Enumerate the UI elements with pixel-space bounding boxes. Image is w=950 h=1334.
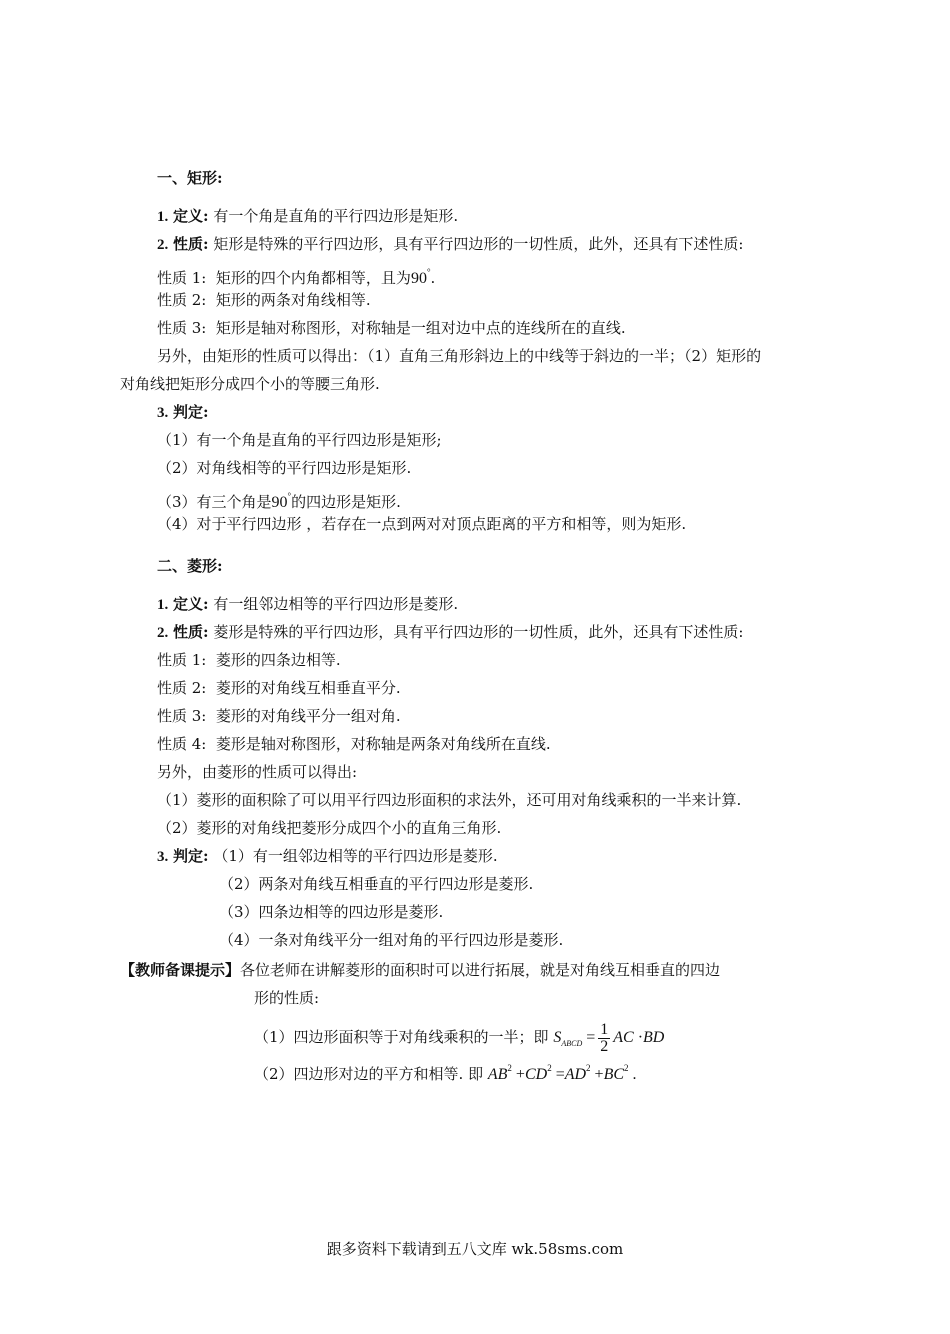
formula-bc: BC: [603, 1066, 625, 1083]
formula-plus: +: [515, 1066, 525, 1083]
rhombus-p1-label: 性质 1:: [157, 651, 207, 669]
rhombus-judge-4: （4）一条对角线平分一组对角的平行四边形是菱形.: [219, 931, 564, 949]
rect-judge-1: （1）有一个角是直角的平行四边形是矩形;: [157, 431, 442, 449]
rect-p2-text: 矩形的两条对角线相等.: [215, 291, 371, 309]
rect-definition: [157, 206, 458, 227]
rhombus-judge-number: 3.: [157, 849, 169, 865]
rect-p1-text: 矩形的四个内角都相等，且为: [215, 269, 411, 287]
rhombus-p4-label: 性质 4:: [157, 735, 207, 753]
rect-judge-2: （2）对角线相等的平行四边形是矩形.: [157, 459, 412, 477]
formula-cd: CD: [524, 1066, 548, 1083]
rect-def-number: 1.: [157, 209, 169, 225]
rhombus-prop-number: 2.: [157, 625, 169, 641]
rhombus-p1-text: 菱形的四条边相等.: [215, 651, 341, 669]
degree-sign: °: [426, 267, 431, 277]
formula-ab: AB: [487, 1066, 508, 1083]
teacher-tip-label: 【教师备课提示】: [120, 961, 241, 979]
rhombus-p3-label: 性质 3:: [157, 707, 207, 725]
rhombus-heading: 二、菱形:: [157, 557, 223, 575]
rect-j3-degree: [271, 491, 292, 511]
formula-equals: =: [555, 1066, 565, 1083]
rect-judge: [157, 402, 209, 423]
tip-formula-1: [254, 1022, 664, 1059]
formula-equals: =: [586, 1029, 596, 1047]
tip-formula-2-text: （2）四边形对边的平方和相等. 即: [254, 1065, 484, 1083]
tip-formula-2: [254, 1058, 637, 1085]
rect-judge-label: 判定:: [173, 403, 209, 421]
rect-judge-number: 3.: [157, 405, 169, 421]
tip-formula-1-text: （1）四边形面积等于对角线乘积的一半；即: [254, 1028, 549, 1047]
rhombus-property-2: [157, 678, 401, 698]
rhombus-def-number: 1.: [157, 597, 169, 613]
area-formula: [553, 1021, 665, 1055]
rect-p1-degree: [410, 267, 431, 287]
rhombus-p2-text: 菱形的对角线互相垂直平分.: [215, 679, 401, 697]
rect-def-label: 定义:: [173, 207, 209, 225]
footer-text: 跟多资料下载请到五八文库 wk.58sms.com: [326, 1240, 624, 1258]
rhombus-property-4: [157, 734, 551, 754]
rect-property-3: [157, 318, 626, 338]
formula-plus: +: [594, 1066, 604, 1083]
formula-bd: BD: [643, 1029, 665, 1047]
rhombus-extra: 另外，由菱形的性质可以得出:: [157, 763, 358, 781]
rect-prop-label: 性质:: [173, 235, 209, 253]
rhombus-judge: [157, 846, 498, 867]
rect-extra-line-1: 另外，由矩形的性质可以得出：（1）直角三角形斜边上的中线等于斜边的一半；（2）矩形的: [157, 347, 762, 365]
rhombus-p3-text: 菱形的对角线平分一组对角.: [215, 707, 401, 725]
rect-j3-deg-value: 90: [271, 494, 288, 511]
rhombus-p4-text: 菱形是轴对称图形，对称轴是两条对角线所在直线.: [215, 735, 551, 753]
rhombus-judge-1: （1）有一组邻边相等的平行四边形是菱形.: [213, 847, 498, 865]
rect-p2-label: 性质 2:: [157, 291, 207, 309]
formula-period: .: [632, 1066, 637, 1083]
rect-judge-4: （4）对于平行四边形 ，若存在一点到两对对顶点距离的平方和相等，则为矩形.: [157, 515, 687, 533]
formula-subscript: ABCD: [561, 1039, 583, 1049]
exp-2: 2: [624, 1063, 629, 1073]
rect-j3-suffix: 的四边形是矩形.: [291, 493, 401, 511]
teacher-tip-text-1: 各位老师在讲解菱形的面积时可以进行拓展，就是对角线互相垂直的四边: [240, 961, 721, 979]
rect-property-2: [157, 290, 371, 310]
rhombus-property-3: [157, 706, 401, 726]
fraction-numerator: 1: [600, 1021, 609, 1038]
rhombus-p2-label: 性质 2:: [157, 679, 207, 697]
rect-j3-prefix: （3）有三个角是: [157, 493, 272, 511]
rhombus-property: [157, 622, 743, 643]
exp-2: 2: [586, 1063, 591, 1073]
squares-formula: [487, 1063, 637, 1083]
rhombus-prop-text: 菱形是特殊的平行四边形，具有平行四边形的一切性质，此外，还具有下述性质:: [213, 623, 744, 641]
rect-prop-number: 2.: [157, 237, 169, 253]
teacher-tip: [120, 960, 720, 980]
rect-property: [157, 234, 743, 255]
rhombus-judge-3: （3）四条边相等的四边形是菱形.: [219, 903, 444, 921]
rect-heading: 一、矩形:: [157, 169, 223, 187]
formula-ac: AC: [613, 1029, 634, 1047]
rhombus-judge-2: （2）两条对角线互相垂直的平行四边形是菱形.: [219, 875, 534, 893]
rhombus-property-1: [157, 650, 341, 670]
rhombus-extra-2: （2）菱形的对角线把菱形分成四个小的直角三角形.: [157, 819, 502, 837]
rect-p3-text: 矩形是轴对称图形，对称轴是一组对边中点的连线所在的直线.: [215, 319, 626, 337]
formula-s: S: [553, 1029, 562, 1047]
rhombus-def-label: 定义:: [173, 595, 209, 613]
rhombus-definition: [157, 594, 458, 615]
fraction-half: [598, 1022, 610, 1055]
rect-p1-label: 性质 1:: [157, 269, 207, 287]
rect-extra-line-2: 对角线把矩形分成四个小的等腰三角形.: [120, 375, 380, 393]
degree-sign: °: [287, 491, 292, 501]
rhombus-extra-1: （1）菱形的面积除了可以用平行四边形面积的求法外，还可用对角线乘积的一半来计算.: [157, 791, 742, 809]
rhombus-def-text: 有一组邻边相等的平行四边形是菱形.: [213, 595, 459, 613]
rect-def-text: 有一个角是直角的平行四边形是矩形.: [213, 207, 459, 225]
rhombus-prop-label: 性质:: [173, 623, 209, 641]
rect-p1-deg-value: 90: [410, 270, 427, 287]
fraction-denominator: 2: [600, 1038, 609, 1055]
exp-2: 2: [507, 1063, 512, 1073]
teacher-tip-text-2: 形的性质:: [254, 989, 320, 1007]
exp-2: 2: [547, 1063, 552, 1073]
formula-ad: AD: [564, 1066, 587, 1083]
rect-prop-text: 矩形是特殊的平行四边形，具有平行四边形的一切性质，此外，还具有下述性质:: [213, 235, 744, 253]
rect-p3-label: 性质 3:: [157, 319, 207, 337]
formula-dot: ·: [637, 1029, 644, 1047]
rect-property-1: [157, 262, 435, 289]
rect-judge-3: [157, 486, 401, 513]
rect-p1-period: .: [430, 269, 436, 287]
rhombus-judge-label: 判定:: [173, 847, 209, 865]
